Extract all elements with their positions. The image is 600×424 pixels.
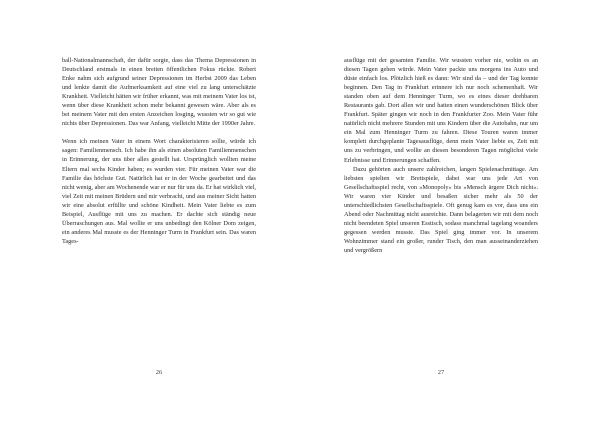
right-page-text <box>344 56 538 255</box>
paragraph: ausflüge mit der gesamten Familie. Wir wussten vorher nie, wohin es an diesen Tagen gehen würde. Mein Vater packte uns morgens ins Auto und düste einfach los. Plötzlich hieß es dann: Wir sind da – und der Tag konnte beginnen. Den Tag in Frankfurt erinnere ich nur noch schemenhaft. Wir standen oben auf dem Henninger Turm, wo es eines dieser drehbaren Restaurants gab. Dort allen wir und hatten einen wunderschönen Blick über Frankfurt. Später gingen wir noch in den Frankfurter Zoo. Mein Vater führ natürlich nicht mehrere Stunden mit uns Kindern über die Autobahn, nur um ein Mal zum Henninger Turm zu fahren. Diese Touren waren immer komplett durchgeplante Tagesausflüge, denn mein Vater liebte es, Zeit mit uns zu verbringen, und wollte an diesen besonderen Tagen möglichst viele Erlebnisse und Erinnerungen schaffen. <box>344 57 538 164</box>
paragraph: Wenn ich meinen Vater in einem Wort charakterisieren sollte, würde ich sagen: Familienmensch. Ich habe ihn als einen absoluten Familienmenschen in Erinnerung, der uns über alles gestellt hat. Ursprünglich wollten meine Eltern mal sechs Kinder haben; es wurden vier. Für meinen Vater war die Familie das höchste Gut. Natürlich hat er in der Woche gearbeitet und das nicht wenig, aber am Wochenende war er nur für uns da. Er hat wirklich viel, viel Zeit mit meinen Brüdern und mir verbracht, und aus meiner Sicht hatten wir eine absolut erfüllte und schöne Kindheit. Mein Vater liebte es zum Beispiel, Ausflüge mit uns zu machen. Er dachte sich ständig neue Überraschungen aus. Mal wollte er uns unbedingt den Kölner Dom zeigen, ein anderes Mal musste es der Henninger Turm in Frankfurt sein. Das waren Tages- <box>62 138 256 245</box>
right-page <box>300 0 600 424</box>
page-number: 26 <box>155 369 163 376</box>
left-page-text <box>62 56 256 246</box>
paragraph: Dazu gehörten auch unsere zahlreichen, langen Spielenachmittage. Am liebsten spielten wir Brettspiele, dabei war uns jede Art von Gesellschaftsspiel recht, von »Monopoly« bis »Mensch ärgere Dich nicht«. Wir waren vier Kinder und besaßen sicher mehr als 50 der unterschiedlichsten Gesellschaftsspiele. Oft genug kam es vor, dass uns ein Abend oder Nachmittag nicht ausreichte. Dann belagerten wir mit dem noch nicht beendeten Spiel unseren Esstisch, sodass manchmal tagelang woanders gegessen werden musste. Das Spiel ging immer vor. In unserem Wohnzimmer stand ein großer, runder Tisch, den man ausseinanderziehen und vergrößern <box>344 165 538 254</box>
paragraph: ball-Nationalmannschaft, der dafür sorgte, dass das Thema Depressionen in Deutschland erstmals in einen breiten öffentlichen Fokus rückte. Robert Enke nahm sich aufgrund seiner Depressionen im Herbst 2009 das Leben und lenkte damit die Aufmerksamkeit auf eine viel zu lang unterschätzte Krankheit. Vielleicht hätten wir früher erkannt, was mit meinem Vater los ist, wenn über diese Krankheit schon mehr bekannt gewesen wäre. Aber als es bei meinem Vater mit den ersten Anzeichen losging, wussten wir so gut wie nichts über Depressionen. Das war Anfang, vielleicht Mitte der 1990er Jahre. <box>62 57 256 128</box>
page-number: 27 <box>437 369 445 376</box>
